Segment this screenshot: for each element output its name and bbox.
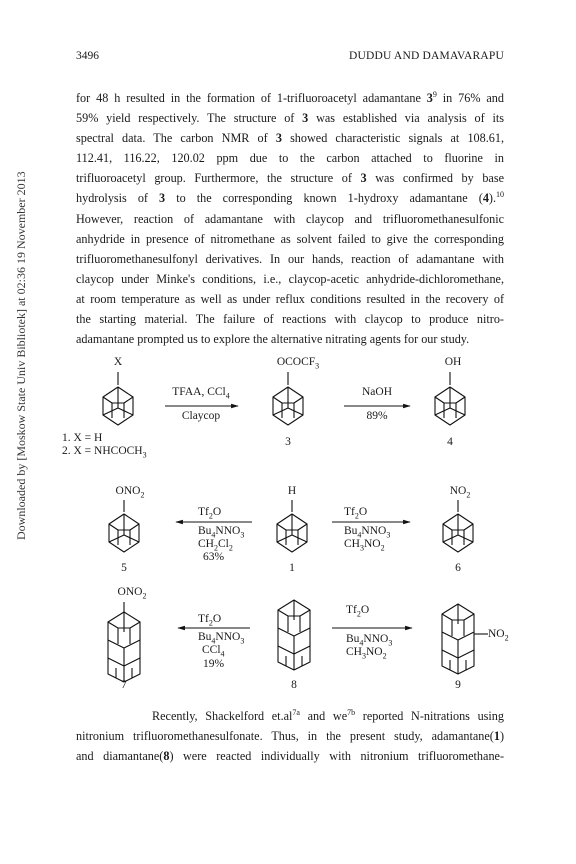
reagent-claycop: Claycop	[181, 410, 221, 422]
legend-x-h: 1. X = H	[62, 432, 103, 444]
compound-number-9: 9	[455, 679, 461, 691]
structure-1	[277, 500, 307, 552]
compound-number-1: 1	[289, 562, 295, 574]
structure-9	[442, 604, 488, 674]
reagent-tf2o-row3-left: $Tf_2O$	[198, 613, 222, 628]
structure-3	[273, 372, 303, 425]
legend-x-nhcoch3: 2. $X = NHCOCH_3$	[62, 445, 147, 460]
text-line: trifluoromethanesulfonyl derivatives. In our hands, reaction of adamantane with	[76, 251, 504, 266]
label-ono2-7: $ONO_2$	[117, 586, 147, 601]
compound-number-6: 6	[455, 562, 461, 574]
text-line: the starting material. The failure of reactions with claycop to produce nitro-	[76, 312, 504, 327]
reagent-tf2o-row3-right: $Tf_2O$	[346, 604, 370, 619]
yield-89: 89%	[366, 410, 388, 422]
compound-number-7: 7	[121, 679, 127, 691]
body-paragraph-1	[76, 88, 504, 349]
download-note: Downloaded by [Moskow State Univ Bibliotek] at 02:36 19 November 2013	[14, 171, 28, 540]
structure-x-adamantane	[103, 372, 133, 425]
text-line: spectral data. The carbon NMR of 3 showed characteristic signals at 108.61,	[76, 131, 505, 146]
label-ococf3: $OCOCF_3$	[276, 356, 320, 371]
label-h: H	[287, 485, 297, 497]
running-authors: DUDDU AND DAMAVARAPU	[348, 50, 504, 62]
text-line: claycop under Minke's conditions, i.e., claycop-acetic anhydride-dichloromethane,	[76, 271, 504, 286]
reagent-bu4nno3-right: $Bu_4NNO_3$	[344, 525, 391, 540]
compound-number-5: 5	[121, 562, 127, 574]
page-number: 3496	[76, 50, 99, 62]
text-line: However, reaction of adamantane with claycop and trifluoromethanesulfonic	[76, 211, 504, 226]
label-no2-6: $NO_2$	[449, 485, 471, 500]
compound-number-4: 4	[447, 436, 453, 448]
text-line: nitronium trifluoromethanesulfonate. Thus, in the present study, adamantane(1)	[76, 729, 504, 744]
structure-4	[435, 372, 465, 425]
scheme-drawing	[60, 352, 520, 692]
structure-5	[109, 500, 139, 552]
yield-63: 63%	[203, 551, 225, 563]
reagent-bu4nno3-row3-right: $Bu_4NNO_3$	[346, 633, 393, 648]
text-line: Recently, Shackelford $et.al^{7a}$ and $we^{7b}$ reported N-nitrations using	[152, 707, 504, 723]
compound-number-3: 3	[285, 436, 291, 448]
text-line: for 48 h resulted in the formation of 1-trifluoroacetyl adamantane $3^9$ in 76% and	[76, 89, 504, 105]
label-oh: OH	[444, 356, 462, 368]
text-line: 112.41, 116.22, 120.02 ppm due to the carbon attached to fluorine in	[76, 151, 504, 166]
reaction-scheme	[60, 352, 520, 692]
compound-number-8: 8	[291, 679, 297, 691]
label-x: X	[113, 356, 123, 368]
text-line: adamantane prompted us to explore the alternative nitrating agents for our study.	[76, 332, 470, 347]
structure-7	[108, 602, 140, 682]
page-header	[76, 50, 504, 66]
reagent-tf2o-right: $Tf_2O$	[344, 506, 368, 521]
reagent-ch3no2-row3: $CH_3NO_2$	[346, 646, 387, 661]
reagent-naoh: NaOH	[361, 386, 393, 398]
reagent-ch3no2: $CH_3NO_2$	[344, 538, 385, 553]
reagent-bu4nno3-row3-left: $Bu_4NNO_3$	[198, 631, 245, 646]
yield-19: 19%	[203, 658, 225, 670]
text-line: hydrolysis of 3 to the corresponding known 1-hydroxy adamantane (4).$^{10}$	[76, 190, 505, 206]
body-paragraph-2	[76, 706, 504, 766]
label-no2-9: $NO_2$	[488, 628, 509, 643]
reagent-ch2cl2: $CH_2Cl_2$	[198, 538, 233, 553]
download-sidebar	[0, 0, 28, 864]
text-line: trifluoroacetyl group. Furthermore, the structure of 3 was confirmed by base	[76, 171, 504, 186]
structure-8	[278, 600, 310, 670]
structure-6	[443, 500, 473, 552]
text-line: 59% yield respectively. The structure of 3 was established via analysis of its	[76, 111, 504, 126]
text-line: at room temperature as well as under reflux conditions resulted in the recovery of	[76, 291, 504, 306]
label-ono2-5: $ONO_2$	[115, 485, 145, 500]
reagent-ccl4: CCl$_4$	[202, 644, 225, 659]
reagent-tf2o-left: $Tf_2O$	[198, 506, 222, 521]
text-line: anhydride in presence of nitromethane as solvent failed to give the corresponding	[76, 231, 504, 246]
reagent-tfaa: TFAA, CCl$_4$	[172, 386, 230, 401]
reagent-bu4nno3-left: $Bu_4NNO_3$	[198, 525, 245, 540]
text-line: and diamantane(8) were reacted individually with nitronium trifluoromethane-	[76, 749, 505, 764]
